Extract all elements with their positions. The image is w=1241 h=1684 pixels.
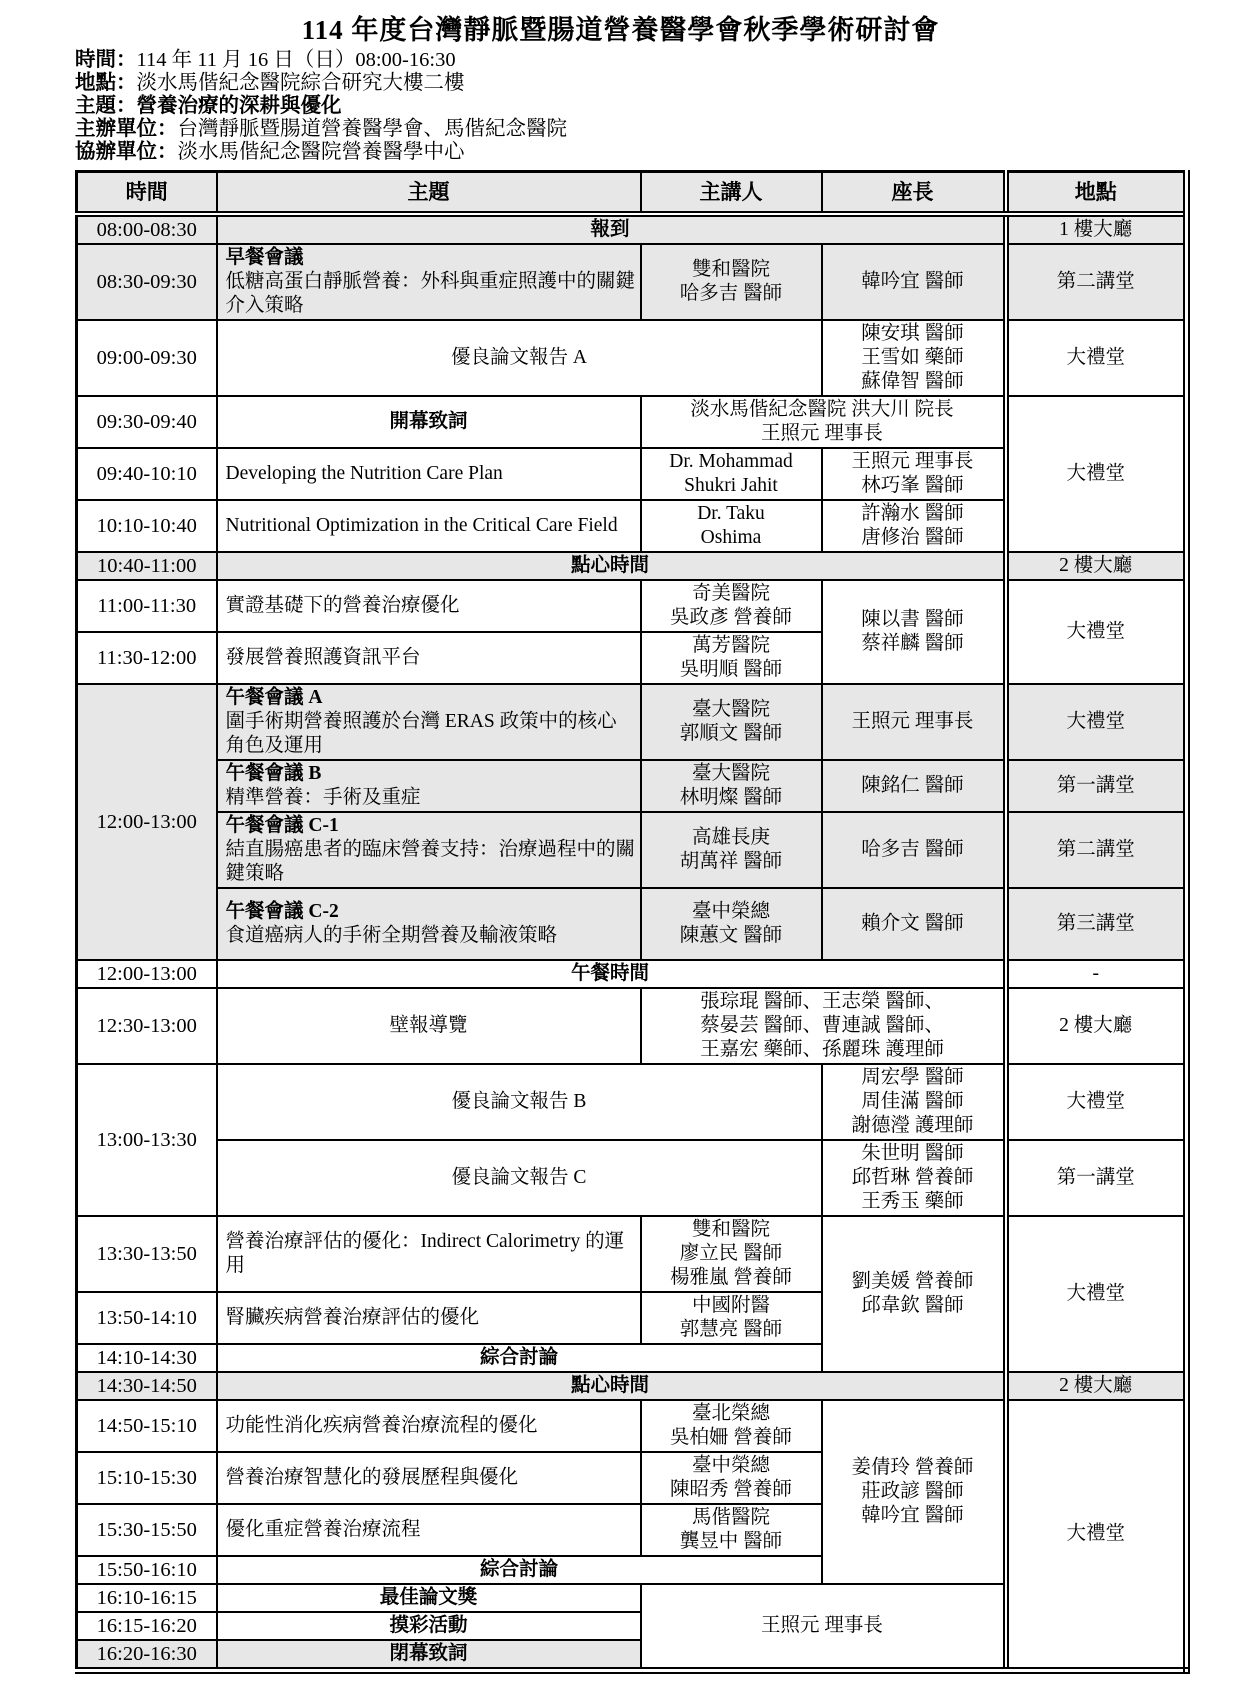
cell-time: 13:30-13:50 xyxy=(77,1216,217,1292)
cell-time: 10:40-11:00 xyxy=(77,552,217,580)
row-lunch-c1 xyxy=(77,812,1187,888)
cell-location: 第一講堂 xyxy=(1006,1140,1187,1216)
doc-meta xyxy=(75,49,1241,164)
cell-topic: 午餐時間 xyxy=(217,960,1006,988)
cell-topic: 發展營養照護資訊平台 xyxy=(217,632,641,684)
row-functional-gi xyxy=(77,1400,1187,1452)
cell-location: 大禮堂 xyxy=(1006,580,1187,684)
cell-chair: 劉美媛 營養師 邱韋欽 醫師 xyxy=(822,1216,1006,1372)
cell-topic: 優良論文報告 A xyxy=(217,320,822,396)
cell-speaker: 臺中榮總 陳蕙文 醫師 xyxy=(641,888,822,960)
cell-time: 15:50-16:10 xyxy=(77,1556,217,1584)
cell-chair: 韓吟宜 醫師 xyxy=(822,244,1006,320)
cell-topic: 營養治療智慧化的發展歷程與優化 xyxy=(217,1452,641,1504)
meta-theme: 主題：營養治療的深耕與優化 xyxy=(75,95,342,117)
cell-topic: 午餐會議 B 精準營養：手術及重症 xyxy=(217,760,641,812)
meta-time: 時間：114 年 11 月 16 日（日）08:00-16:30 xyxy=(75,49,456,71)
cell-chair: 朱世明 醫師 邱哲琳 營養師 王秀玉 藥師 xyxy=(822,1140,1006,1216)
cell-chair: 哈多吉 醫師 xyxy=(822,812,1006,888)
cell-location: 2 樓大廳 xyxy=(1006,552,1187,580)
cell-time: 12:30-13:00 xyxy=(77,988,217,1064)
cell-chair: 許瀚水 醫師 唐修治 醫師 xyxy=(822,500,1006,552)
cell-location: 大禮堂 xyxy=(1006,1064,1187,1140)
cell-location: 大禮堂 xyxy=(1006,320,1187,396)
header-row xyxy=(77,172,1187,215)
cell-speaker-chair: 張琮琨 醫師、王志榮 醫師、 蔡晏芸 醫師、曹連誠 醫師、 王嘉宏 藥師、孫麗珠 護理師 xyxy=(641,988,1006,1064)
cell-topic: 綜合討論 xyxy=(217,1344,822,1372)
row-calorimetry xyxy=(77,1216,1187,1292)
row-lunch-c2 xyxy=(77,888,1187,960)
cell-topic: 點心時間 xyxy=(217,552,1006,580)
cell-topic: Developing the Nutrition Care Plan xyxy=(217,448,641,500)
cell-location: 大禮堂 xyxy=(1006,396,1187,552)
cell-speaker: 馬偕醫院 龔昱中 醫師 xyxy=(641,1504,822,1556)
cell-time: 09:40-10:10 xyxy=(77,448,217,500)
cell-time: 09:30-09:40 xyxy=(77,396,217,448)
cell-time: 14:50-15:10 xyxy=(77,1400,217,1452)
cell-topic: 早餐會議 低糖高蛋白靜脈營養：外科與重症照護中的關鍵介入策略 xyxy=(217,244,641,320)
cell-time: 15:10-15:30 xyxy=(77,1452,217,1504)
cell-speaker: 雙和醫院 哈多吉 醫師 xyxy=(641,244,822,320)
cell-topic: 點心時間 xyxy=(217,1372,1006,1400)
cell-speaker-chair: 王照元 理事長 xyxy=(641,1584,1006,1671)
row-poster-tour xyxy=(77,988,1187,1064)
row-paper-a xyxy=(77,320,1187,396)
page-title: 114 年度台灣靜脈暨腸道營養醫學會秋季學術研討會 xyxy=(301,15,940,45)
row-lunch-a xyxy=(77,684,1187,760)
cell-speaker: 臺中榮總 陳昭秀 營養師 xyxy=(641,1452,822,1504)
cell-topic: 功能性消化疾病營養治療流程的優化 xyxy=(217,1400,641,1452)
row-lunch-b xyxy=(77,760,1187,812)
conference-schedule-page xyxy=(0,8,1241,1674)
cell-time: 08:00-08:30 xyxy=(77,214,217,244)
col-header-time: 時間 xyxy=(77,172,217,215)
row-paper-c xyxy=(77,1140,1187,1216)
cell-time: 15:30-15:50 xyxy=(77,1504,217,1556)
row-evidence-based xyxy=(77,580,1187,632)
cell-topic: 綜合討論 xyxy=(217,1556,822,1584)
schedule-table xyxy=(75,170,1190,1674)
row-paper-b xyxy=(77,1064,1187,1140)
cell-chair: 陳銘仁 醫師 xyxy=(822,760,1006,812)
cell-topic: 營養治療評估的優化：Indirect Calorimetry 的運用 xyxy=(217,1216,641,1292)
cell-time: 14:30-14:50 xyxy=(77,1372,217,1400)
cell-topic: 最佳論文獎 xyxy=(217,1584,641,1612)
cell-chair: 陳安琪 醫師 王雪如 藥師 蘇偉智 醫師 xyxy=(822,320,1006,396)
cell-chair: 王照元 理事長 林巧峯 醫師 xyxy=(822,448,1006,500)
cell-time: 16:20-16:30 xyxy=(77,1640,217,1671)
cell-location: 大禮堂 xyxy=(1006,1216,1187,1372)
col-header-location: 地點 xyxy=(1006,172,1187,215)
cell-chair: 周宏學 醫師 周佳滿 醫師 謝德瀅 護理師 xyxy=(822,1064,1006,1140)
cell-chair: 姜倩玲 營養師 莊政諺 醫師 韓吟宜 醫師 xyxy=(822,1400,1006,1584)
cell-location: 第三講堂 xyxy=(1006,888,1187,960)
row-breakfast xyxy=(77,244,1187,320)
col-header-speaker: 主講人 xyxy=(641,172,822,215)
cell-topic: 開幕致詞 xyxy=(217,396,641,448)
cell-topic: 優良論文報告 B xyxy=(217,1064,822,1140)
cell-topic: 優化重症營養治療流程 xyxy=(217,1504,641,1556)
cell-time: 16:10-16:15 xyxy=(77,1584,217,1612)
cell-time: 09:00-09:30 xyxy=(77,320,217,396)
cell-time: 13:00-13:30 xyxy=(77,1064,217,1216)
cell-speaker: 高雄長庚 胡萬祥 醫師 xyxy=(641,812,822,888)
row-registration xyxy=(77,214,1187,244)
cell-time: 16:15-16:20 xyxy=(77,1612,217,1640)
cell-speaker: 臺大醫院 郭順文 醫師 xyxy=(641,684,822,760)
cell-topic: Nutritional Optimization in the Critical Care Field xyxy=(217,500,641,552)
cell-speaker-chair: 淡水馬偕紀念醫院 洪大川 院長 王照元 理事長 xyxy=(641,396,1006,448)
cell-topic: 摸彩活動 xyxy=(217,1612,641,1640)
cell-speaker: Dr. Taku Oshima xyxy=(641,500,822,552)
meta-venue: 地點：淡水馬偕紀念醫院綜合研究大樓二樓 xyxy=(75,72,465,94)
row-opening xyxy=(77,396,1187,448)
cell-chair: 賴介文 醫師 xyxy=(822,888,1006,960)
cell-location: 1 樓大廳 xyxy=(1006,214,1187,244)
cell-topic: 午餐會議 A 圍手術期營養照護於台灣 ERAS 政策中的核心角色及運用 xyxy=(217,684,641,760)
cell-speaker: 雙和醫院 廖立民 醫師 楊雅嵐 營養師 xyxy=(641,1216,822,1292)
cell-time: 13:50-14:10 xyxy=(77,1292,217,1344)
col-header-topic: 主題 xyxy=(217,172,641,215)
meta-organizer: 主辦單位：台灣靜脈暨腸道營養醫學會、馬偕紀念醫院 xyxy=(75,118,567,140)
cell-topic: 優良論文報告 C xyxy=(217,1140,822,1216)
cell-time: 08:30-09:30 xyxy=(77,244,217,320)
cell-speaker: 奇美醫院 吳政彥 營養師 xyxy=(641,580,822,632)
col-header-chair: 座長 xyxy=(822,172,1006,215)
cell-topic: 閉幕致詞 xyxy=(217,1640,641,1671)
cell-speaker: 臺大醫院 林明燦 醫師 xyxy=(641,760,822,812)
cell-speaker: 中國附醫 郭慧亮 醫師 xyxy=(641,1292,822,1344)
cell-location: 大禮堂 xyxy=(1006,684,1187,760)
cell-location: 大禮堂 xyxy=(1006,1400,1187,1671)
row-lunch-time xyxy=(77,960,1187,988)
cell-topic: 腎臟疾病營養治療評估的優化 xyxy=(217,1292,641,1344)
cell-time: 14:10-14:30 xyxy=(77,1344,217,1372)
cell-location: - xyxy=(1006,960,1187,988)
cell-time: 12:00-13:00 xyxy=(77,960,217,988)
cell-chair: 陳以書 醫師 蔡祥麟 醫師 xyxy=(822,580,1006,684)
row-tea-break-1 xyxy=(77,552,1187,580)
cell-location: 第二講堂 xyxy=(1006,244,1187,320)
cell-location: 2 樓大廳 xyxy=(1006,988,1187,1064)
cell-location: 第二講堂 xyxy=(1006,812,1187,888)
cell-location: 2 樓大廳 xyxy=(1006,1372,1187,1400)
cell-time: 12:00-13:00 xyxy=(77,684,217,960)
cell-speaker: Dr. Mohammad Shukri Jahit xyxy=(641,448,822,500)
cell-time: 11:30-12:00 xyxy=(77,632,217,684)
cell-time: 10:10-10:40 xyxy=(77,500,217,552)
cell-chair: 王照元 理事長 xyxy=(822,684,1006,760)
cell-location: 第一講堂 xyxy=(1006,760,1187,812)
row-tea-break-2 xyxy=(77,1372,1187,1400)
cell-topic: 壁報導覽 xyxy=(217,988,641,1064)
cell-speaker: 萬芳醫院 吳明順 醫師 xyxy=(641,632,822,684)
cell-topic: 實證基礎下的營養治療優化 xyxy=(217,580,641,632)
cell-topic: 報到 xyxy=(217,214,1006,244)
meta-co-organizer: 協辦單位：淡水馬偕紀念醫院營養醫學中心 xyxy=(75,141,465,163)
cell-topic: 午餐會議 C-2 食道癌病人的手術全期營養及輸液策略 xyxy=(217,888,641,960)
cell-topic: 午餐會議 C-1 結直腸癌患者的臨床營養支持：治療過程中的關鍵策略 xyxy=(217,812,641,888)
cell-time: 11:00-11:30 xyxy=(77,580,217,632)
cell-speaker: 臺北榮總 吳柏姍 營養師 xyxy=(641,1400,822,1452)
